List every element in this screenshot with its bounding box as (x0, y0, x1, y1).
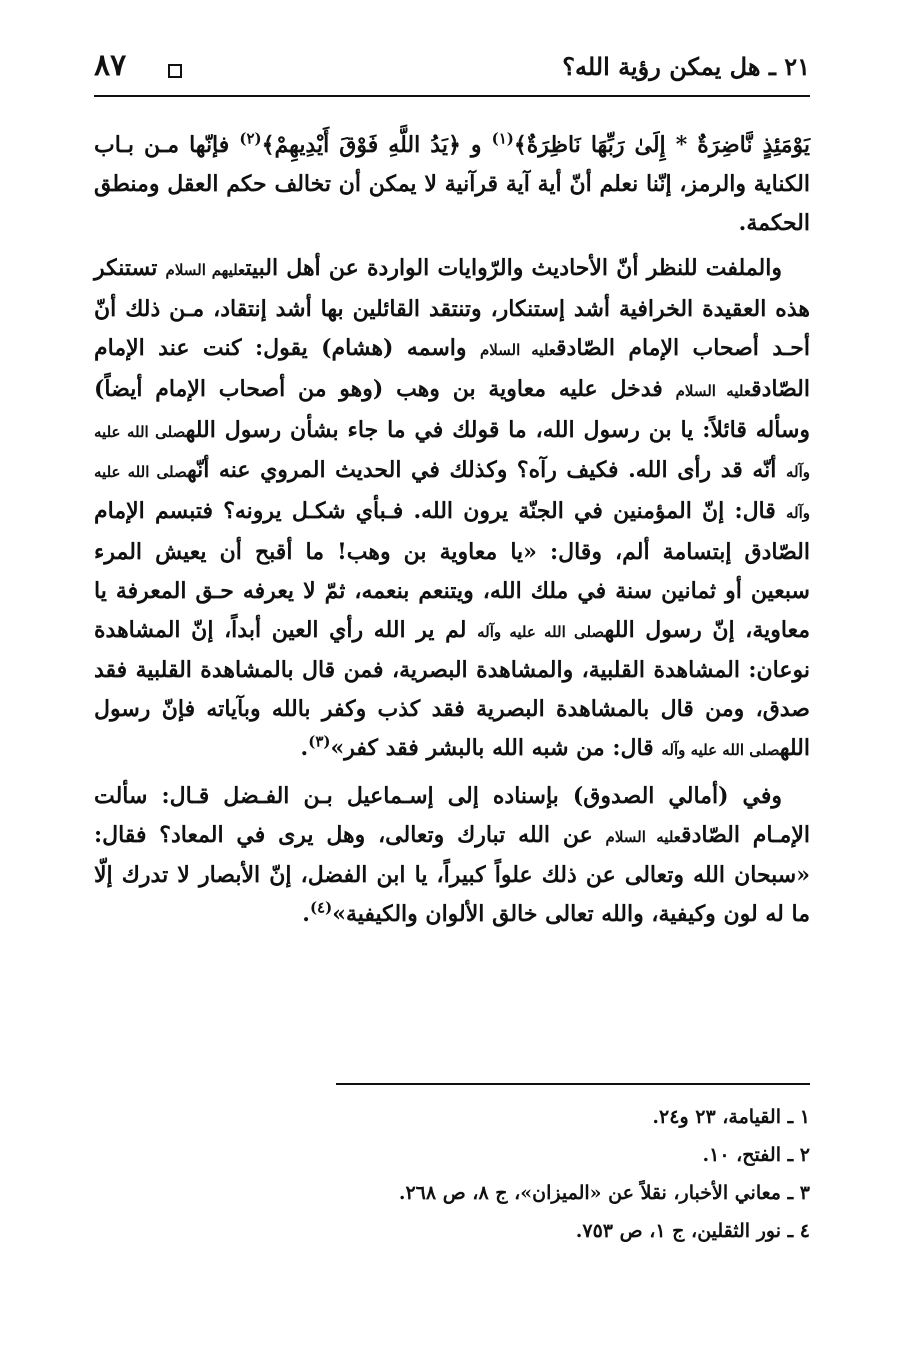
honorific-symbol: عليهم السلام (165, 261, 246, 280)
footnote-divider (336, 1083, 810, 1085)
running-header (94, 46, 810, 90)
conjunction: و (460, 132, 492, 158)
page-number: ٨٧ (94, 48, 127, 83)
honorific-symbol: عليه السلام (675, 381, 752, 400)
footnote-3: ٣ ـ معاني الأخبار، نقلاً عن «الميزان»، ج ٨، ص ٢٦٨. (398, 1182, 810, 1204)
footnote-ref-4: (٤) (309, 898, 333, 917)
p2-text-e: أنّه قد رأى الله. فكيف رآه؟ وكذلك في الحديث المروي عنه أنّه (186, 457, 786, 484)
footnotes (94, 1098, 810, 1250)
p2-text-c: واسمه (هشام) يقول: كنت عند الإمام الصّادق (94, 334, 810, 402)
p2-text-b: تستنكر هذه العقيدة الخرافية أشد إستنكار، وتنتقد القائلين بها أشد إنتقاد، مـن ذلك أنّ أحـد أصحاب الإمام الصّادق (94, 255, 810, 361)
footnote-4: ٤ ـ نور الثقلين، ج ١، ص ٧٥٣. (575, 1220, 810, 1242)
p2-text-h: قال: من شبه الله بالبشر فقد كفر» (330, 734, 662, 761)
footnote-2: ٢ ـ الفتح، ١٠. (702, 1144, 810, 1166)
quran-verse-1: يَوْمَئِذٍ نَّاضِرَةٌ * إِلَىٰ رَبِّهَا نَاظِرَةٌ﴾ (513, 132, 811, 158)
square-separator-icon (168, 64, 182, 78)
honorific-symbol: صلى الله عليه وآله (661, 740, 780, 759)
p2-text-g: لم ير الله رأي العين أبداً، إنّ المشاهدة نوعان: المشاهدة القلبية، والمشاهدة البصرية، فمن قال بالمشاهدة القلبية فقد صدق، ومن قال بالمشاهدة البصرية فقد كذب وكفر بالله وبآياته فإنّ رسول الله (94, 616, 810, 761)
footnote-ref-2: (٢) (239, 129, 262, 148)
p2-end: . (300, 734, 309, 761)
p2-text-f: قال: إنّ المؤمنين في الجنّة يرون الله. فـبأي شكـل يرونه؟ فتبسم الإمام الصّادق إبتسامة ألم، وقال: «يا معاوية بن وهب! ما أقبح أن يعيش المرء سبعين أو ثمانين سنة في ملك الله، ويتنعم بنعمه، ثمّ لا يعرفه حـق المعرفة يا معاوية، إنّ رسول الله (94, 498, 810, 643)
quran-verse-2: ﴿يَدُ اللَّهِ فَوْقَ أَيْدِيهِمْ﴾ (261, 132, 461, 158)
p3-text-a: وفي (أمالي الصدوق) بإسناده إلى إسـماعيل بـن الفـضل قـال: سألت الإمـام الصّادق (94, 782, 810, 848)
p3-text-b: عن الله تبارك وتعالى، وهل يرى في المعاد؟ فقال: «سبحان الله وتعالى عن ذلك علواً كبيراً، يا ابن الفضل، إنّ الأبصار لا تدرك إلّا ما له لون وكيفية، والله تعالى خالق الألوان والكيفية» (94, 821, 810, 928)
honorific-symbol: صلى الله عليه وآله (477, 622, 605, 641)
main-text (94, 126, 810, 941)
paragraph-1-text: فإنّها مـن بـاب الكناية والرمز، إنّنا نعلم أنّ أية آية قرآنية لا يمكن أن تخالف حكم العقل ومنطق الحكمة. (94, 132, 810, 236)
honorific-symbol: صلى الله عليه وآله (94, 422, 810, 482)
paragraph-1 (94, 126, 810, 242)
p2-text-a: والملفت للنظر أنّ الأحاديث والرّوايات الواردة عن أهل البيت (245, 255, 782, 282)
header-divider (94, 95, 810, 97)
p3-end: . (302, 901, 310, 928)
paragraph-2 (94, 249, 810, 769)
honorific-symbol: عليه السلام (479, 340, 557, 359)
footnote-ref-3: (٣) (308, 732, 331, 751)
chapter-title: ٢١ ـ هل يمكن رؤية الله؟ (562, 52, 810, 81)
paragraph-3 (94, 777, 810, 934)
p2-text-d: فدخل عليه معاوية بن وهب (وهو من أصحاب الإمام أيضاً) وسأله قائلاً: يا بن رسول الله، ما قولك في ما جاء بشأن رسول الله (94, 375, 811, 443)
honorific-symbol: صلى الله عليه وآله (94, 463, 810, 523)
footnote-ref-1: (١) (491, 129, 514, 148)
honorific-symbol: عليه السلام (605, 827, 682, 846)
footnote-1: ١ ـ القيامة، ٢٣ و٢٤. (652, 1106, 810, 1128)
